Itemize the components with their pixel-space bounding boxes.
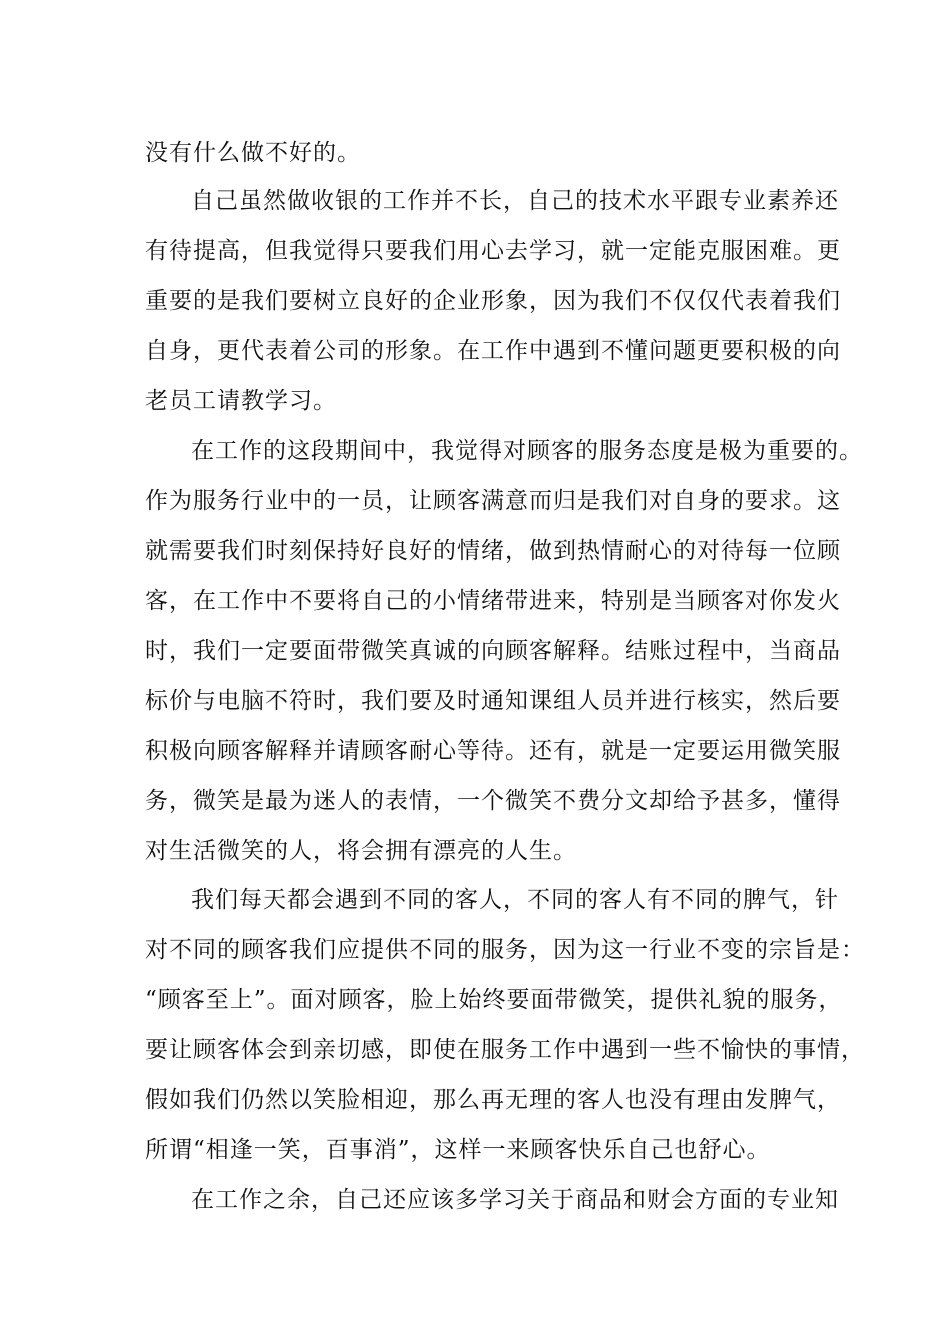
text-line: 积极向顾客解释并请顾客耐心等待。还有，就是一定要运用微笑服	[145, 738, 841, 764]
text-line: 假如我们仍然以笑脸相迎，那么再无理的客人也没有理由发脾气，	[145, 1087, 841, 1113]
text-line: 自身，更代表着公司的形象。在工作中遇到不懂问题更要积极的向	[145, 338, 841, 364]
paragraph-first-line: 在工作的这段期间中，我觉得对顾客的服务态度是极为重要的。	[191, 438, 863, 464]
text-line: 务，微笑是最为迷人的表情，一个微笑不费分文却给予甚多，懂得	[145, 788, 841, 814]
text-line: 老员工请教学习。	[145, 388, 337, 414]
text-line: 作为服务行业中的一员，让顾客满意而归是我们对自身的要求。这	[145, 488, 841, 514]
text-line: 有待提高，但我觉得只要我们用心去学习，就一定能克服困难。更	[145, 238, 841, 264]
paragraph-first-line: 我们每天都会遇到不同的客人，不同的客人有不同的脾气，针	[191, 887, 839, 913]
text-line: 就需要我们时刻保持好良好的情绪，做到热情耐心的对待每一位顾	[145, 538, 841, 564]
text-line: 标价与电脑不符时，我们要及时通知课组人员并进行核实，然后要	[145, 688, 841, 714]
paragraph-first-line: 在工作之余，自己还应该多学习关于商品和财会方面的专业知	[191, 1187, 839, 1213]
paragraph-first-line: 自己虽然做收银的工作并不长，自己的技术水平跟专业素养还	[191, 188, 839, 214]
text-line: 所谓“相逢一笑，百事消”，这样一来顾客快乐自己也舒心。	[145, 1137, 771, 1163]
text-line: 重要的是我们要树立良好的企业形象，因为我们不仅仅代表着我们	[145, 288, 841, 314]
text-line: 没有什么做不好的。	[145, 140, 361, 166]
text-line: 时，我们一定要面带微笑真诚的向顾客解释。结账过程中，当商品	[145, 638, 841, 664]
text-line: 要让顾客体会到亲切感，即使在服务工作中遇到一些不愉快的事情，	[145, 1037, 865, 1063]
text-line: 对不同的顾客我们应提供不同的服务，因为这一行业不变的宗旨是：	[145, 937, 865, 963]
text-line: “顾客至上”。面对顾客，脸上始终要面带微笑，提供礼貌的服务，	[145, 987, 843, 1013]
text-line: 客，在工作中不要将自己的小情绪带进来，特别是当顾客对你发火	[145, 588, 841, 614]
text-line: 对生活微笑的人，将会拥有漂亮的人生。	[145, 838, 577, 864]
